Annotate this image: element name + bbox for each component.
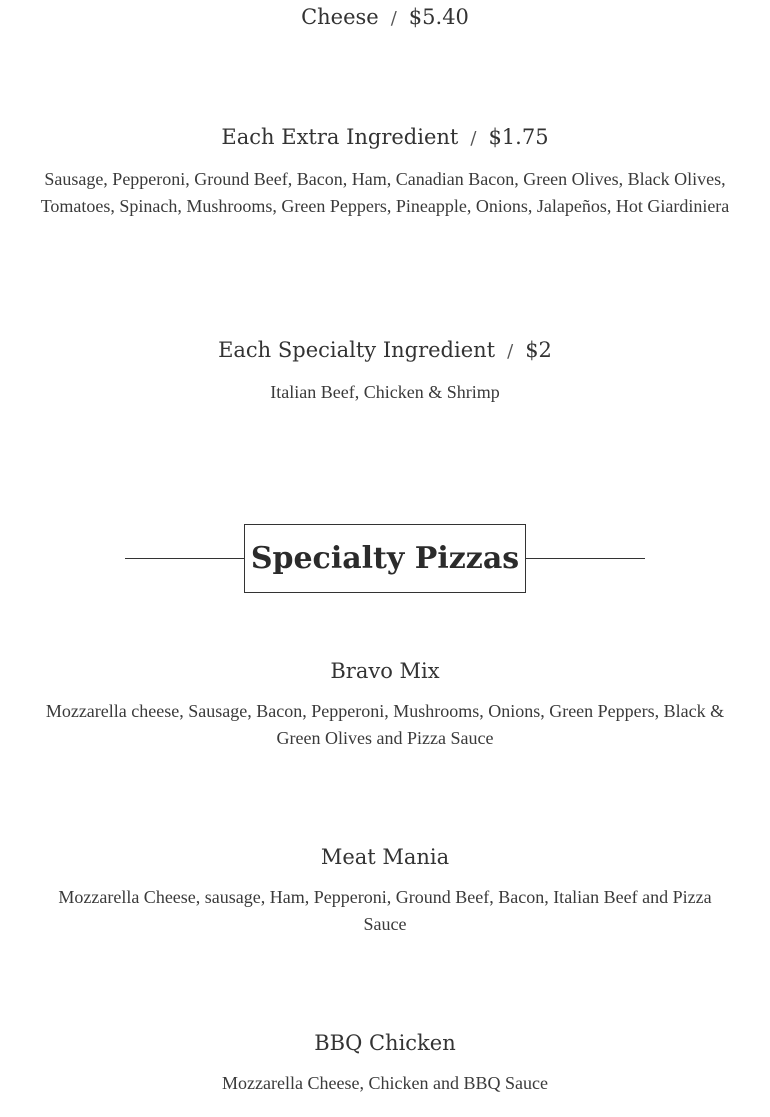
item-description: Italian Beef, Chicken & Shrimp xyxy=(270,382,500,402)
item-name: Cheese xyxy=(301,5,379,29)
item-title xyxy=(0,3,770,33)
item-name: Meat Mania xyxy=(320,845,450,869)
item-description: Sausage, Pepperoni, Ground Beef, Bacon, Ham, Canadian Bacon, Green Olives, Black Olives, Tomatoes, Spinach, Mushrooms, Green Peppers, Pineapple, Onions, Jalapeños, Hot Giardiniera xyxy=(40,169,730,216)
item-price: $1.75 xyxy=(488,125,549,149)
item-price: $5.40 xyxy=(408,5,469,29)
item-title xyxy=(0,123,770,153)
heading-rule-right xyxy=(526,558,645,559)
item-name: Each Extra Ingredient xyxy=(221,125,459,149)
menu-item-cheese xyxy=(0,3,770,33)
heading-rule-left xyxy=(125,558,244,559)
menu-item-specialty-ingredient xyxy=(0,336,770,406)
menu-item-extra-ingredient xyxy=(0,123,770,220)
price-separator: / xyxy=(470,128,477,149)
item-name: BBQ Chicken xyxy=(314,1031,456,1055)
section-title: Specialty Pizzas xyxy=(250,541,520,576)
item-title xyxy=(0,336,770,366)
menu-item-meat-mania xyxy=(0,843,770,938)
section-heading xyxy=(0,524,770,593)
menu-item-bbq-chicken xyxy=(0,1029,770,1097)
item-description: Mozzarella Cheese, sausage, Ham, Pepperoni, Ground Beef, Bacon, Italian Beef and Pizza Sauce xyxy=(58,887,712,934)
item-description: Mozzarella Cheese, Chicken and BBQ Sauce xyxy=(222,1073,548,1093)
menu-item-bravo-mix xyxy=(0,657,770,752)
price-separator: / xyxy=(390,8,397,29)
item-price: $2 xyxy=(525,338,552,362)
heading-box xyxy=(244,524,526,593)
item-name: Each Specialty Ingredient xyxy=(218,338,496,362)
price-separator: / xyxy=(507,341,514,362)
item-name: Bravo Mix xyxy=(330,659,440,683)
item-description: Mozzarella cheese, Sausage, Bacon, Pepperoni, Mushrooms, Onions, Green Peppers, Black & Green Olives and Pizza Sauce xyxy=(45,701,725,748)
